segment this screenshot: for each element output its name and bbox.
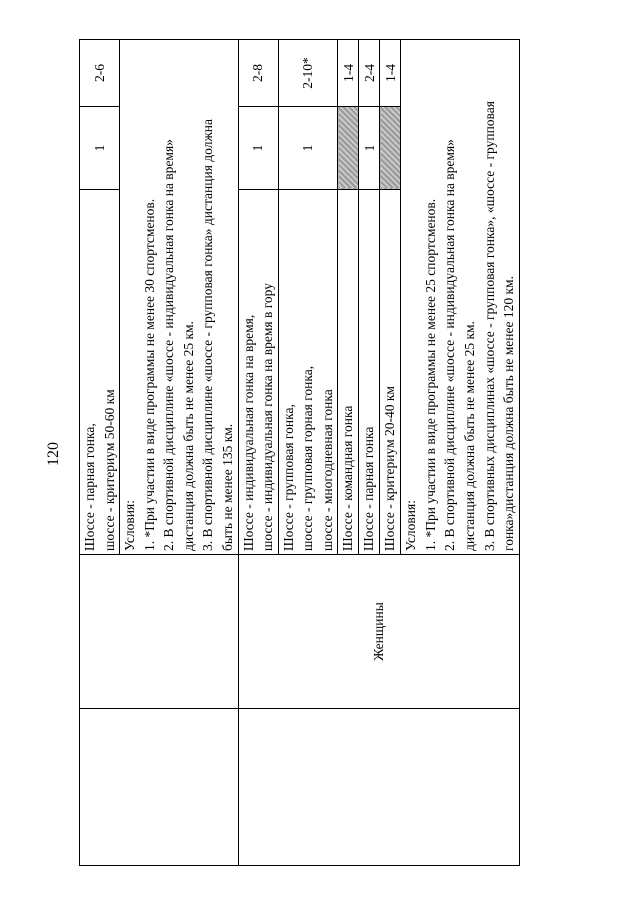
value-cell: 1-4 [380,40,401,107]
competition-table [79,39,520,866]
table-row [80,40,120,866]
discipline-cell: Шоссе - командная гонка [338,190,359,555]
shaded-cell [380,107,401,190]
value-cell: 1 [80,107,120,190]
value-cell: 1-4 [338,40,359,107]
value-cell: 2-8 [238,40,278,107]
table-row [238,40,278,866]
women-label: Женщины [238,555,519,709]
value-cell: 1 [278,107,338,190]
discipline-cell: Шоссе - парная гонка, шоссе - критериум 50-60 км [80,190,120,555]
value-cell: 2-4 [359,40,380,107]
conditions-cell: Условия: 1. *При участии в виде программы не менее 25 спортсменов. 2. В спортивной дисциплине «шоссе - индивидуальная гонка на время» дистанция должна быть не менее 25 км. 3. В спортивных дисциплинах «шоссе - групповая гонка», «шоссе - групповая гонка»дистанция должна быть не менее 120 км. [401,40,519,555]
conditions-cell: Условия: 1. *При участии в виде программы не менее 30 спортсменов. 2. В спортивной дисциплине «шоссе - индивидуальная гонка на время» дистанция должна быть не менее 25 км. 3. В спортивной дисциплине «шоссе - групповая гонка» дистанция должна быть не менее 135 км. [120,40,238,555]
discipline-cell: Шоссе - парная гонка [359,190,380,555]
page-number: 120 [45,442,62,466]
empty-cell [80,709,239,866]
rotated-page [45,40,519,866]
value-cell: 2-6 [80,40,120,107]
shaded-cell [338,107,359,190]
discipline-cell: Шоссе - групповая гонка, шоссе - групповая горная гонка, шоссе - многодневная гонка [278,190,338,555]
value-cell: 1 [238,107,278,190]
value-cell: 1 [359,107,380,190]
discipline-cell: Шоссе - индивидуальная гонка на время, шоссе - индивидуальная гонка на время в гору [238,190,278,555]
value-cell: 2-10* [278,40,338,107]
discipline-cell: Шоссе - критериум 20-40 км [380,190,401,555]
empty-cell [80,555,239,709]
empty-cell [238,709,519,866]
